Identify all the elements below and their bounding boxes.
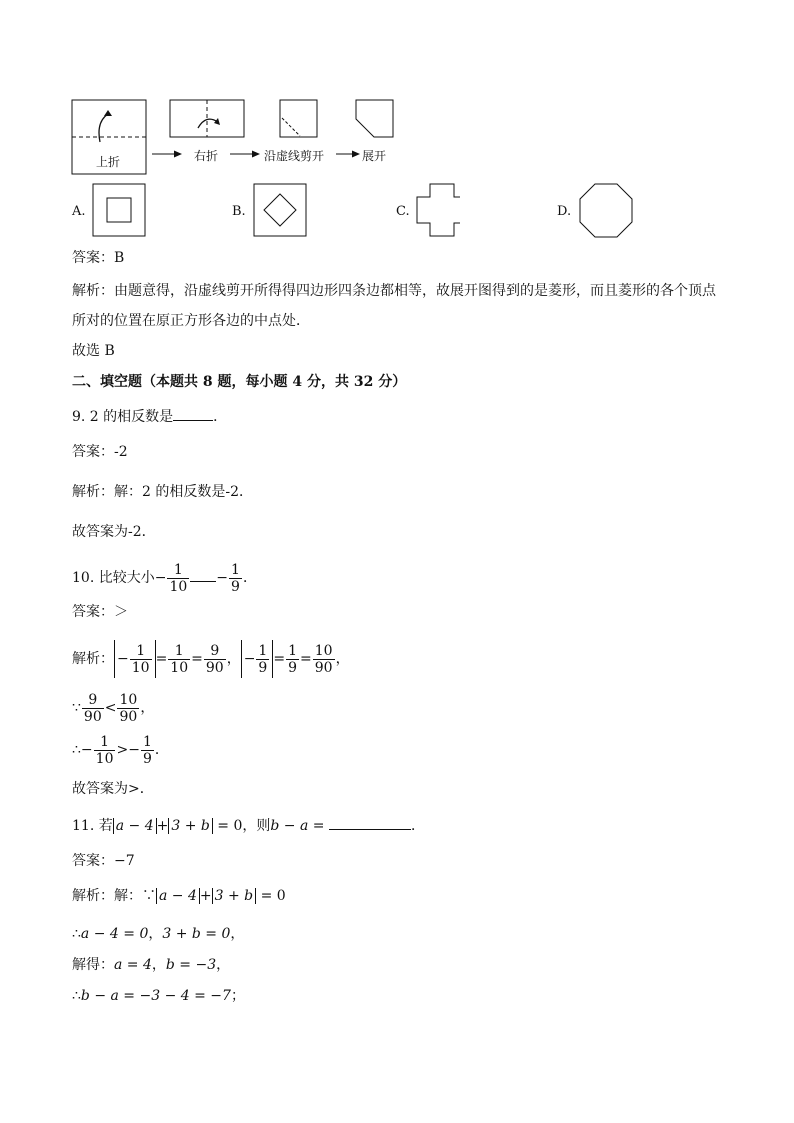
option-d-label: D. [557,204,572,219]
q10-analysis-line-1: 解析： − $\frac{1}{10}$ = $\frac{1}{10}$ = $\frac{9}{90}$ ， − $\frac{1}{9}$ = $\frac{1}{9}$ = $\frac{10}{90}$ ， [72,640,350,678]
q8-answer: 答案：B [72,250,125,266]
q9-blank [173,406,213,421]
step-label-3: 沿虚线剪开 [264,149,325,163]
abs-neg-1-9: − $\frac{1}{9}$ [241,640,274,678]
q10-blank [190,567,216,582]
option-b-label: B. [232,204,246,219]
option-a-label: A. [72,204,86,219]
option-d-octagon [580,184,632,237]
q9-question: 9. 2 的相反数是 ． [72,406,227,427]
q11-answer: 答案：−7 [72,853,135,869]
option-b-diamond [264,194,296,226]
option-d-figure [555,180,645,242]
q10-answer: 答案：＞ [72,604,128,620]
fraction-1-10: $\frac{1}{10}$ [169,561,188,595]
fold-right-arrow [198,119,218,128]
q11-analysis-line-1: 解析：解：∵ a − 4 + 3 + b = 0 [72,888,286,904]
q11-question: 11. 若 a − 4 + 3 + b = 0，则b − a = ． [72,815,425,836]
q10-conclusion: 故答案为>． [72,781,154,797]
step-label-2: 右折 [194,149,219,163]
arrow-right-icon [174,151,182,158]
option-a-inner [107,198,131,222]
q8-analysis-line-2: 所对的位置在原正方形各边的中点处． [72,313,310,329]
cut-shape-step-4 [356,100,393,137]
q11-analysis-line-4: ∴b − a = −3 − 4 = −7； [72,988,245,1004]
section-2-title: 二、填空题（本题共 8 题，每小题 4 分，共 32 分） [72,374,407,390]
q9-analysis: 解析：解：2 的相反数是-2． [72,484,253,500]
square-step-3 [280,100,317,137]
step-label-1: 上折 [96,155,121,169]
option-c-label: C. [396,204,410,219]
option-c-cross [417,184,460,236]
step-label-4: 展开 [362,149,387,163]
q10-analysis-line-2: ∵ $\frac{9}{90}$ < $\frac{10}{90}$ ， [72,691,155,725]
arrow-right-icon [252,151,260,158]
arrow-right-icon [352,151,360,158]
q9-conclusion: 故答案为-2． [72,524,156,540]
q10-prefix: 10. 比较大小 [72,570,155,586]
q11-blank [329,815,411,830]
q9-answer: 答案：-2 [72,444,128,460]
fold-up-arrow [99,114,108,142]
q10-analysis-line-3: ∴− $\frac{1}{10}$ >− $\frac{1}{9}$ ． [72,733,169,767]
option-b-outer [254,184,306,236]
folding-figure [60,92,460,252]
q11-analysis-line-2: ∴a − 4 = 0，3 + b = 0， [72,926,245,942]
q10-question: 10. 比较大小− $\frac{1}{10}$ − $\frac{1}{9}$ ． [72,561,257,595]
abs-neg-1-10: − $\frac{1}{10}$ [114,640,156,678]
option-a-outer [93,184,145,236]
q11-analysis-line-3: 解得：a = 4，b = −3， [72,957,231,973]
q9-question-text: 9. 2 的相反数是 [72,409,174,425]
q8-analysis-line-1: 解析：由题意得，沿虚线剪开所得得四边形四条边都相等，故展开图得到的是菱形，而且菱形的各个顶点 [72,283,716,299]
q8-conclusion: 故选 B [72,343,115,359]
fraction-1-9: $\frac{1}{9}$ [231,561,240,595]
